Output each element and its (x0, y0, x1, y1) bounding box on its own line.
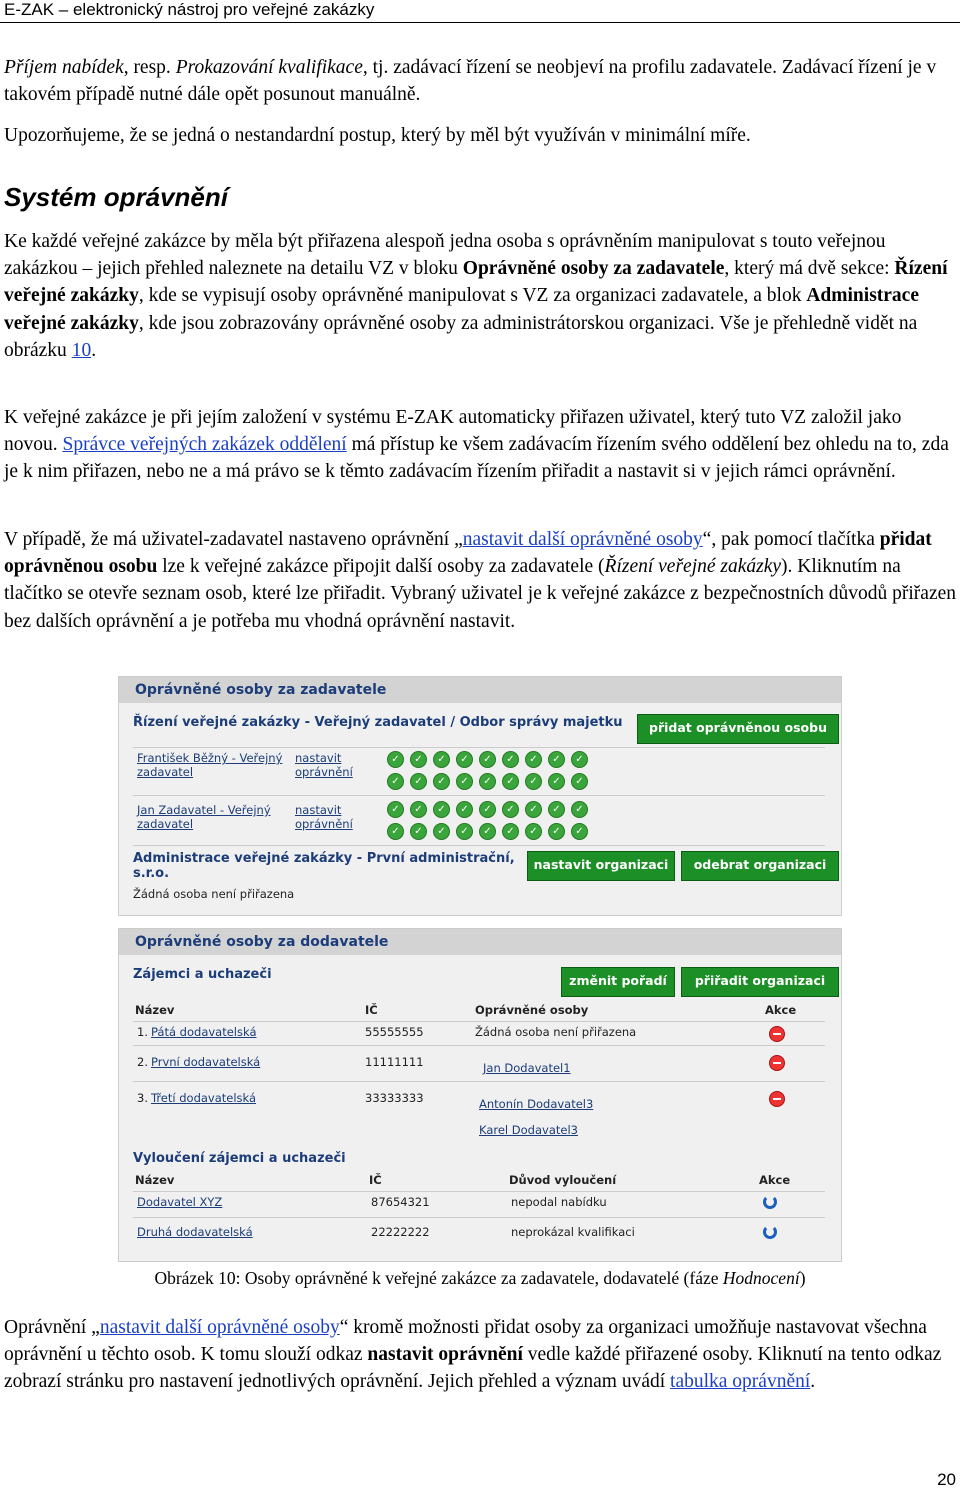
text: , resp. (123, 57, 176, 78)
remove-icon[interactable] (769, 1091, 785, 1107)
bold-term: Řízení veřejné zakázky (4, 258, 948, 307)
checkmark-icon: ✓ (548, 801, 565, 818)
column-header-name: Název (135, 1173, 175, 1187)
checkmark-icon: ✓ (456, 823, 473, 840)
permission-link[interactable]: nastavit další oprávněné osoby (99, 1317, 340, 1338)
divider (133, 1191, 825, 1192)
authorized-persons-supplier-panel (118, 928, 842, 1262)
section-title: Systém oprávnění (4, 182, 228, 212)
text: Obrázek 10: Osoby oprávněné k veřejné zakázce za zadavatele, dodavatelé (fáze (154, 1268, 723, 1288)
checkmark-icon: ✓ (502, 823, 519, 840)
checkmark-icon: ✓ (410, 801, 427, 818)
checkmark-icon: ✓ (387, 801, 404, 818)
text: , tj. zadávací řízení se neobjeví na profilu zadavatele. Zadávací řízení je v takovém případě nutné dále opět posunout manuálně. (4, 57, 937, 106)
column-header-persons: Oprávněné osoby (475, 1003, 589, 1017)
paragraph-warning: Upozorňujeme, že se jedná o nestandardní postup, který by měl být využíván v minimální míře. (4, 125, 751, 146)
checkmark-icon: ✓ (548, 751, 565, 768)
panel-title: Oprávněné osoby za zadavatele (119, 677, 841, 703)
checkmark-icon: ✓ (525, 773, 542, 790)
permission-checks (387, 801, 588, 818)
permission-checks (387, 751, 588, 768)
bold-term: Oprávněné osoby za zadavatele (462, 258, 725, 280)
checkmark-icon: ✓ (433, 773, 450, 790)
document-title: E-ZAK – elektronický nástroj pro veřejné zakázky (4, 0, 375, 19)
checkmark-icon: ✓ (479, 823, 496, 840)
excluded-supplier-ic: 22222222 (371, 1225, 430, 1239)
divider (133, 1081, 825, 1082)
paragraph-intro (4, 54, 956, 108)
supplier-name[interactable]: Pátá dodavatelská (151, 1025, 257, 1039)
checkmark-icon: ✓ (410, 823, 427, 840)
divider (133, 845, 825, 846)
checkmark-icon: ✓ (502, 751, 519, 768)
supplier-persons: Žádná osoba není přiřazena (475, 1025, 637, 1039)
set-permissions-link[interactable]: nastavit oprávnění (295, 751, 353, 779)
supplier-name[interactable]: První dodavatelská (151, 1055, 261, 1069)
checkmark-icon: ✓ (433, 801, 450, 818)
checkmark-icon: ✓ (502, 801, 519, 818)
text: , kde jsou zobrazovány oprávněné osoby za administrátorskou organizaci. Vše je přehledně vidět na obrázku (4, 312, 918, 361)
checkmark-icon: ✓ (387, 823, 404, 840)
remove-icon[interactable] (769, 1026, 785, 1042)
supplier-ic: 55555555 (365, 1025, 424, 1039)
column-header-reason: Důvod vyloučení (509, 1173, 617, 1187)
text: “, pak pomocí tlačítka (702, 529, 880, 550)
text: má přístup ke všem zadávacím řízením svého oddělení bez ohledu na to, zda je k nim přiřazen, nebo ne a má právo se k těmto zadávacím řízením přiřadit a nastavit si v jejich rámci oprávnění. (4, 434, 949, 483)
column-header-ic: IČ (369, 1173, 382, 1187)
change-order-button[interactable]: změnit pořadí (561, 967, 675, 997)
excluded-section-title: Vyloučení zájemci a uchazeči (133, 1151, 346, 1166)
person-link[interactable]: Karel Dodavatel3 (479, 1123, 578, 1137)
checkmark-icon: ✓ (456, 751, 473, 768)
bold-term: Administrace veřejné zakázky (4, 285, 919, 334)
permission-checks (387, 773, 588, 790)
person-link[interactable]: Jan Dodavatel1 (483, 1061, 571, 1075)
figure-link[interactable]: 10 (71, 339, 92, 361)
checkmark-icon: ✓ (479, 751, 496, 768)
set-permissions-link[interactable]: nastavit oprávnění (295, 803, 353, 831)
text: . (91, 339, 97, 361)
checkmark-icon: ✓ (571, 823, 588, 840)
phase-name: Příjem nabídek (4, 57, 124, 78)
permission-checks (387, 823, 588, 840)
italic-term: Hodnocení (722, 1268, 800, 1288)
admin-empty-note: Žádná osoba není přiřazena (133, 887, 295, 901)
paragraph-auto-assign (4, 404, 956, 486)
phase-name: Prokazování kvalifikace (175, 57, 363, 78)
text: K veřejné zakázce je při jejím založení v systému E-ZAK automaticky přiřazen uživatel, který tuto VZ založil jako novou. (4, 407, 902, 456)
supplier-ic: 11111111 (365, 1055, 424, 1069)
row-number: 3. (137, 1091, 148, 1105)
checkmark-icon: ✓ (387, 773, 404, 790)
restore-icon[interactable] (763, 1195, 777, 1209)
checkmark-icon: ✓ (571, 751, 588, 768)
page-number: 20 (937, 1470, 956, 1489)
divider (133, 1217, 825, 1218)
checkmark-icon: ✓ (525, 751, 542, 768)
checkmark-icon: ✓ (387, 751, 404, 768)
checkmark-icon: ✓ (525, 823, 542, 840)
assign-organization-button[interactable]: přiřadit organizaci (681, 967, 839, 997)
exclusion-reason: nepodal nabídku (511, 1195, 607, 1209)
exclusion-reason: neprokázal kvalifikaci (511, 1225, 635, 1239)
permission-link[interactable]: nastavit další oprávněné osoby (462, 529, 703, 550)
italic-term: Řízení veřejné zakázky (604, 556, 782, 578)
figure-caption (0, 1268, 960, 1289)
checkmark-icon: ✓ (479, 773, 496, 790)
checkmark-icon: ✓ (410, 773, 427, 790)
person-link[interactable]: Antonín Dodavatel3 (479, 1097, 594, 1111)
excluded-supplier-ic: 87654321 (371, 1195, 430, 1209)
permissions-table-link[interactable]: tabulka oprávnění (670, 1371, 811, 1393)
column-header-name: Název (135, 1003, 175, 1017)
restore-icon[interactable] (763, 1225, 777, 1239)
divider (133, 1021, 825, 1022)
text: vedle každé přiřazené osoby. Kliknutí na tento odkaz zobrazí stránku pro nastavení jednotlivých oprávnění. Jejich přehled a význam uvádí (4, 1344, 942, 1393)
checkmark-icon: ✓ (502, 773, 519, 790)
text: ) (799, 1268, 806, 1288)
checkmark-icon: ✓ (571, 773, 588, 790)
checkmark-icon: ✓ (479, 801, 496, 818)
page-header (0, 0, 960, 23)
paragraph-add-person (4, 526, 956, 635)
excluded-supplier-name[interactable]: Druhá dodavatelská (137, 1225, 253, 1239)
column-header-action: Akce (759, 1173, 791, 1187)
checkmark-icon: ✓ (410, 751, 427, 768)
set-organization-button[interactable]: nastavit organizaci (527, 851, 675, 881)
text: Oprávnění „ (4, 1317, 100, 1338)
text: V případě, že má uživatel-zadavatel nastaveno oprávnění „ (4, 529, 463, 550)
authorized-persons-contracting-panel (118, 676, 842, 916)
excluded-supplier-name[interactable]: Dodavatel XYZ (137, 1195, 223, 1209)
add-person-button[interactable]: přidat oprávněnou osobu (637, 714, 839, 744)
text: “ kromě možnosti přidat osoby za organizaci umožňuje nastavovat všechna oprávnění u těchto osob. K tomu slouží odkaz (4, 1317, 927, 1366)
person-name[interactable]: Jan Zadavatel - Veřejný zadavatel (137, 803, 271, 831)
checkmark-icon: ✓ (433, 751, 450, 768)
role-link[interactable]: Správce veřejných zakázek oddělení (62, 434, 347, 456)
paragraph-set-permissions (4, 1314, 956, 1396)
checkmark-icon: ✓ (525, 801, 542, 818)
checkmark-icon: ✓ (548, 823, 565, 840)
column-header-action: Akce (765, 1003, 797, 1017)
panel-subtitle: Zájemci a uchazeči (133, 967, 272, 982)
checkmark-icon: ✓ (456, 773, 473, 790)
person-name[interactable]: František Běžný - Veřejný zadavatel (137, 751, 283, 779)
divider (133, 795, 825, 796)
column-header-ic: IČ (365, 1003, 378, 1017)
remove-organization-button[interactable]: odebrat organizaci (681, 851, 839, 881)
panel-title: Oprávněné osoby za dodavatele (119, 929, 841, 955)
divider (133, 747, 825, 748)
bold-term: přidat oprávněnou osobu (4, 529, 932, 578)
admin-section-title: Administrace veřejné zakázky - První administrační, s.r.o. (133, 851, 515, 881)
text: . (810, 1371, 816, 1393)
checkmark-icon: ✓ (571, 801, 588, 818)
text: , kde se vypisují osoby oprávněné manipulovat s VZ za organizaci zadavatele, a blok (138, 285, 807, 307)
checkmark-icon: ✓ (548, 773, 565, 790)
remove-icon[interactable] (769, 1055, 785, 1071)
supplier-name[interactable]: Třetí dodavatelská (151, 1091, 257, 1105)
row-number: 1. (137, 1025, 148, 1039)
paragraph-permissions (4, 228, 956, 364)
text: ). Kliknutím na tlačítko se otevře seznam osob, které lze přiřadit. Vybraný uživatel je k veřejné zakázce z bezpečnostních důvodů přiřazen bez dalších oprávnění a je potřeba mu vhodná oprávnění nastavit. (4, 556, 957, 632)
panel-subtitle: Řízení veřejné zakázky - Veřejný zadavatel / Odbor správy majetku (133, 715, 623, 730)
row-number: 2. (137, 1055, 148, 1069)
text: , který má dvě sekce: (724, 258, 895, 280)
text: lze k veřejné zakázce připojit další osoby za zadavatele ( (157, 556, 605, 578)
checkmark-icon: ✓ (456, 801, 473, 818)
supplier-ic: 33333333 (365, 1091, 424, 1105)
divider (133, 1045, 825, 1046)
checkmark-icon: ✓ (433, 823, 450, 840)
bold-term: nastavit oprávnění (367, 1344, 523, 1366)
text: Ke každé veřejné zakázce by měla být přiřazena alespoň jedna osoba s oprávněním manipulovat s touto veřejnou zakázkou – jejich přehled naleznete na detailu VZ v bloku (4, 231, 886, 280)
